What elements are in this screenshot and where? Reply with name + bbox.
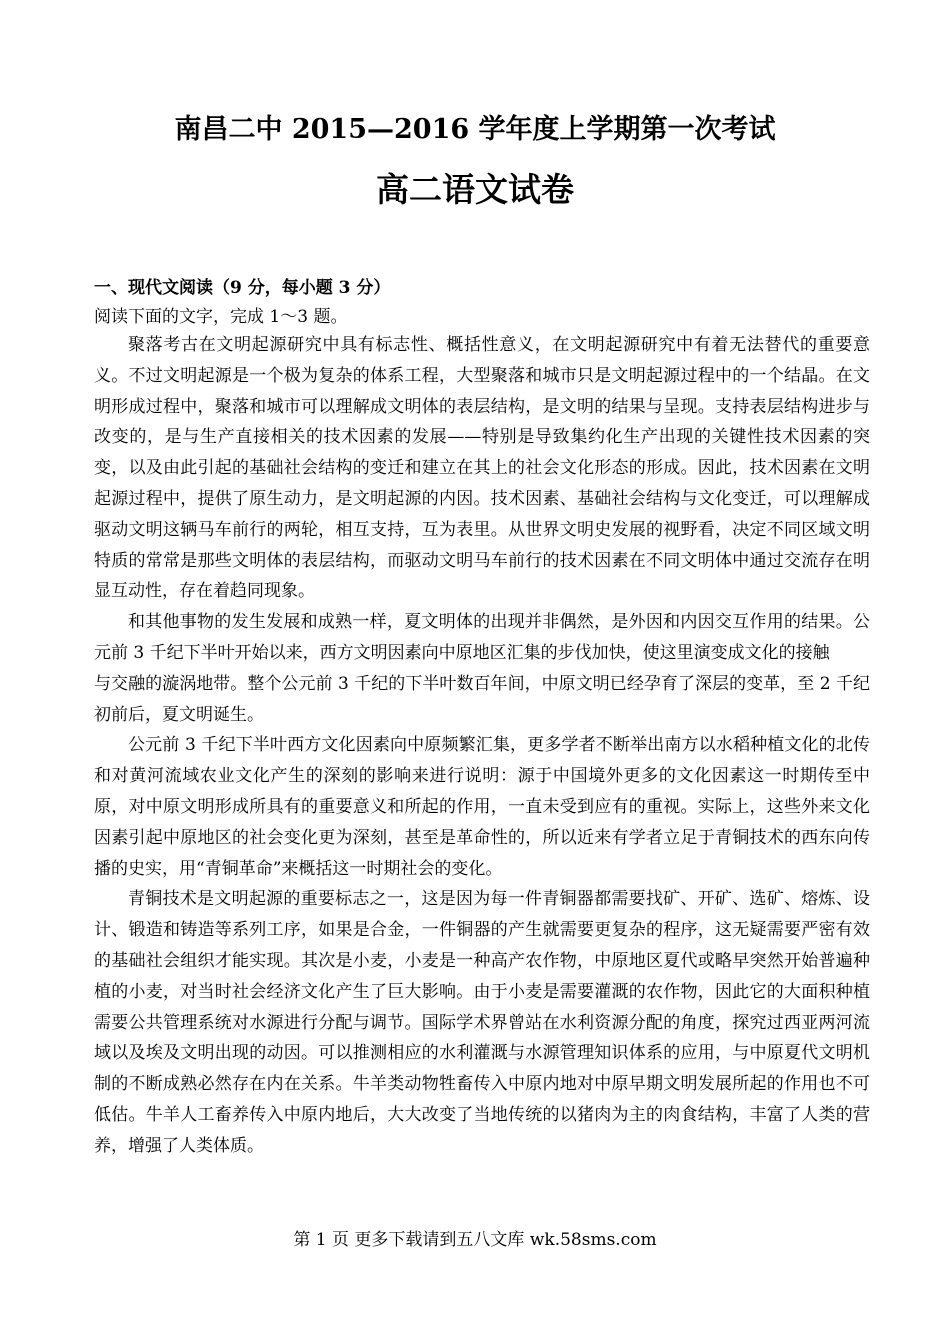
reading-passage (94, 330, 870, 1162)
paragraph-2-continued: 与交融的漩涡地带。整个公元前 3 千纪的下半叶数百年间，中原文明已经孕育了深层的变革，至 2 千纪初前后，夏文明诞生。 (94, 673, 870, 725)
reading-instruction: 阅读下面的文字，完成 1～3 题。 (94, 307, 348, 327)
page-footer: 第 1 页 更多下载请到五八文库 wk.58sms.com (293, 1230, 657, 1250)
paper-title: 高二语文试卷 (376, 170, 574, 209)
section-heading: 一、现代文阅读（9 分，每小题 3 分） (94, 278, 391, 298)
exam-title: 南昌二中 2015—2016 学年度上学期第一次考试 (174, 114, 776, 145)
paragraph-4: 青铜技术是文明起源的重要标志之一，这是因为每一件青铜器都需要找矿、开矿、选矿、熔炼、设计、锻造和铸造等系列工序，如果是合金，一件铜器的产生就需要更复杂的程序，这无疑需要严密有效的基础社会组织才能实现。其次是小麦，小麦是一种高产农作物，中原地区夏代或略早突然开始普遍种植的小麦，对当时社会经济文化产生了巨大影响。由于小麦是需要灌溉的农作物，因此它的大面积种植需要公共管理系统对水源进行分配与调节。国际学术界曾站在水利资源分配的角度，探究过西亚两河流域以及埃及文明出现的动因。可以推测相应的水利灌溉与水源管理知识体系的应用，与中原夏代文明机制的不断成熟必然存在内在关系。牛羊类动物牲畜传入中原内地对中原早期文明发展所起的作用也不可低估。牛羊人工畜养传入中原内地后，大大改变了当地传统的以猪肉为主的肉食结构，丰富了人类的营养，增强了人类体质。 (94, 889, 870, 1156)
paragraph-2: 和其他事物的发生发展和成熟一样，夏文明体的出现并非偶然，是外因和内因交互作用的结果。公元前 3 千纪下半叶开始以来，西方文明因素向中原地区汇集的步伐加快，使这里演变成文化的接触 (94, 612, 870, 663)
paragraph-1: 聚落考古在文明起源研究中具有标志性、概括性意义，在文明起源研究中有着无法替代的重要意义。不过文明起源是一个极为复杂的体系工程，大型聚落和城市只是文明起源过程中的一个结晶。在文明形成过程中，聚落和城市可以理解成文明体的表层结构，是文明的结果与呈现。支持表层结构进步与改变的，是与生产直接相关的技术因素的发展——特别是导致集约化生产出现的关键性技术因素的突变，以及由此引起的基础社会结构的变迁和建立在其上的社会文化形态的形成。因此，技术因素在文明起源过程中，提供了原生动力，是文明起源的内因。技术因素、基础社会结构与文化变迁，可以理解成驱动文明这辆马车前行的两轮，相互支持，互为表里。从世界文明史发展的视野看，决定不同区域文明特质的常常是那些文明体的表层结构，而驱动文明马车前行的技术因素在不同文明体中通过交流存在明显互动性，存在着趋同现象。 (94, 335, 870, 602)
paragraph-3: 公元前 3 千纪下半叶西方文化因素向中原频繁汇集，更多学者不断举出南方以水稻种植文化的北传和对黄河流域农业文化产生的深刻的影响来进行说明：源于中国境外更多的文化因素这一时期传至中原，对中原文明形成所具有的重要意义和所起的作用，一直未受到应有的重视。实际上，这些外来文化因素引起中原地区的社会变化更为深刻，甚至是革命性的，所以近来有学者立足于青铜技术的西东向传播的史实，用“青铜革命”来概括这一时期社会的变化。 (94, 735, 870, 879)
